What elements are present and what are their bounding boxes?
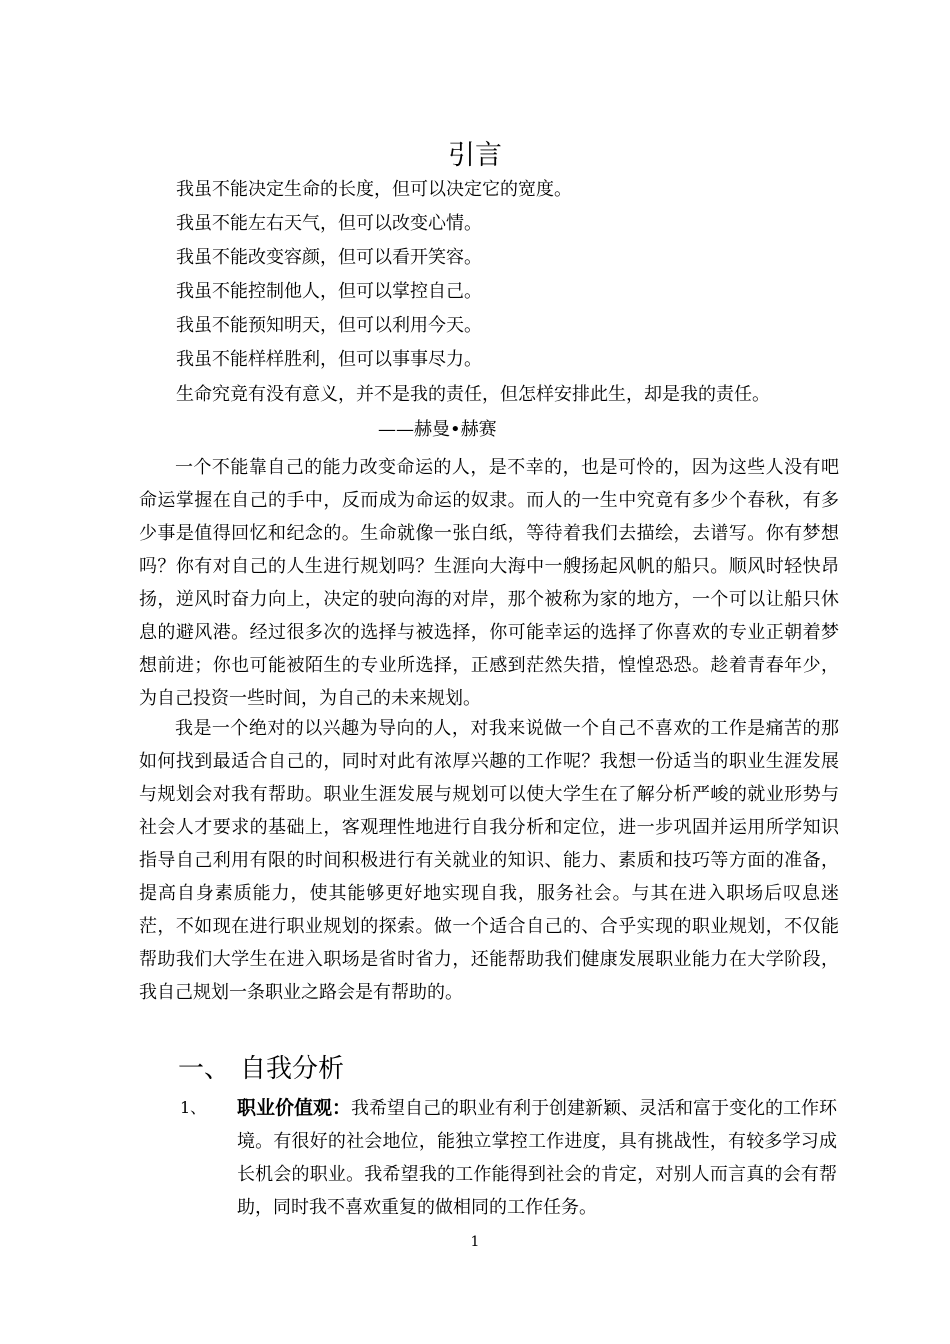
list-item-number: 1、 xyxy=(180,1098,207,1117)
list-item-text: 我希望自己的职业有利于创建新颖、灵活和富于变化的工作环境。有很好的社会地位，能独立掌控工作进度，具有挑战性，有较多学习成长机会的职业。我希望我的工作能得到社会的肯定，对别人而言真的会有帮助，同时我不喜欢重复的做相同的工作任务。 xyxy=(237,1098,838,1218)
quote-line: 我虽不能样样胜利，但可以事事尽力。 xyxy=(176,349,482,370)
paragraph-intro: 一个不能靠自己的能力改变命运的人，是不幸的，也是可怜的，因为这些人没有吧命运掌握在自己的手中，反而成为命运的奴隶。而人的一生中究竟有多少个春秋，有多少事是值得回忆和纪念的。生命就像一张白纸，等待着我们去描绘，去谱写。你有梦想吗？你有对自己的人生进行规划吗？生涯向大海中一艘扬起风帆的船只。顺风时轻快昂扬，逆风时奋力向上，决定的驶向海的对岸，那个被称为家的地方，一个可以让船只休息的避风港。经过很多次的选择与被选择，你可能幸运的选择了你喜欢的专业正朝着梦想前进；你也可能被陌生的专业所选择，正感到茫然失措，惶惶恐恐。趁着青春年少，为自己投资一些时间，为自己的未来规划。 xyxy=(139,457,839,709)
quote-line: 我虽不能决定生命的长度，但可以决定它的宽度。 xyxy=(176,179,572,200)
list-item-body xyxy=(237,1092,837,1224)
quote-line: 我虽不能控制他人，但可以掌控自己。 xyxy=(176,281,482,302)
page-number: 1 xyxy=(470,1234,480,1250)
section-title: 自我分析 xyxy=(240,1054,345,1084)
quote-line: 我虽不能预知明天，但可以利用今天。 xyxy=(176,315,482,336)
section-number: 一、 xyxy=(178,1054,231,1084)
quote-line: 我虽不能改变容颜，但可以看开笑容。 xyxy=(176,247,482,268)
list-item-label: 职业价值观： xyxy=(237,1097,352,1119)
paragraph-interest: 我是一个绝对的以兴趣为导向的人，对我来说做一个自己不喜欢的工作是痛苦的那如何找到最适合自己的，同时对此有浓厚兴趣的工作呢？我想一份适当的职业生涯发展与规划会对我有帮助。职业生涯发展与规划可以使大学生在了解分析严峻的就业形势与社会人才要求的基础上，客观理性地进行自我分析和定位，进一步巩固并运用所学知识指导自己利用有限的时间积极进行有关就业的知识、能力、素质和技巧等方面的准备，提高自身素质能力，使其能够更好地实现自我，服务社会。与其在进入职场后叹息迷茫，不如现在进行职业规划的探索。做一个适合自己的、合乎实现的职业规划，不仅能帮助我们大学生在进入职场是省时省力，还能帮助我们健康发展职业能力在大学阶段，我自己规划一条职业之路会是有帮助的。 xyxy=(139,718,839,1003)
quote-line: 我虽不能左右天气，但可以改变心情。 xyxy=(176,213,482,234)
quote-author: ——赫曼•赫赛 xyxy=(378,419,497,440)
section-heading xyxy=(178,1052,344,1086)
quote-line: 生命究竟有没有意义，并不是我的责任，但怎样安排此生，却是我的责任。 xyxy=(176,384,770,405)
page-title: 引言 xyxy=(448,140,502,171)
